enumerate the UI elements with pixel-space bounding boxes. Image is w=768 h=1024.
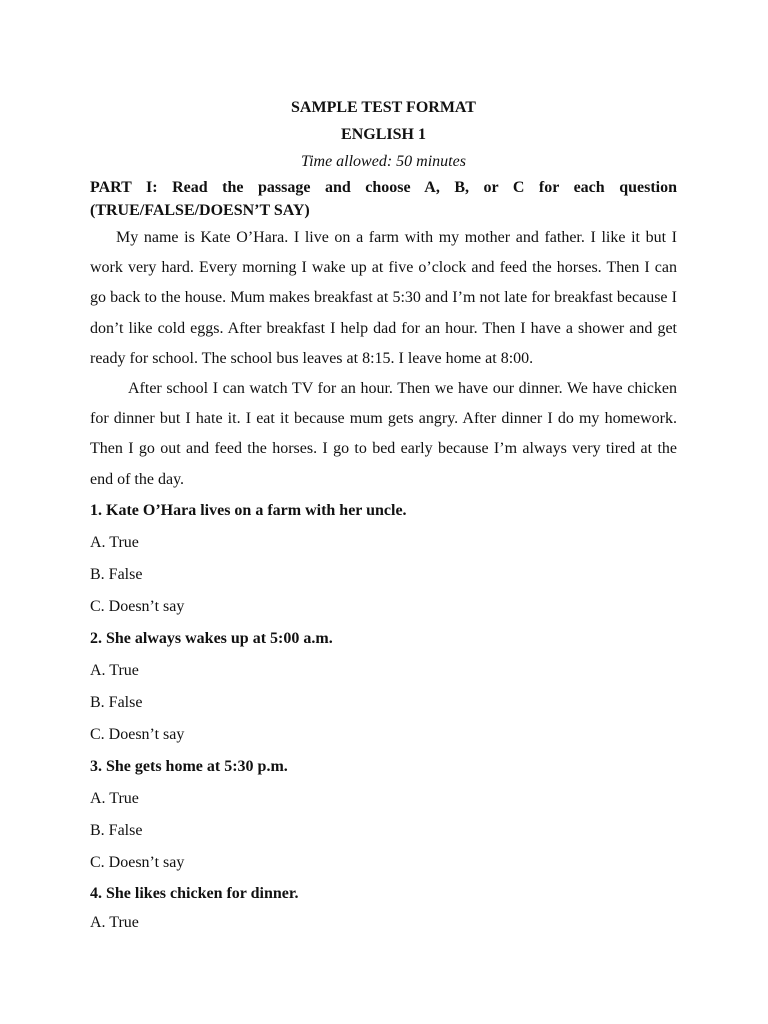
answer-option-b: B. False — [90, 821, 143, 839]
answer-option-c: C. Doesn’t say — [90, 853, 185, 871]
question-4 — [90, 879, 677, 937]
answer-option-b: B. False — [90, 565, 143, 583]
document-subtitle: ENGLISH 1 — [341, 126, 426, 143]
document-title: SAMPLE TEST FORMAT — [291, 99, 476, 116]
answer-option-a: A. True — [90, 789, 139, 807]
part-1-instruction: PART I: Read the passage and choose A, B, or C for each question (TRUE/FALSE/DOESN’T SAY) — [90, 179, 677, 219]
passage-paragraph-1: My name is Kate O’Hara. I live on a farm with my mother and father. I like it but I work very hard. Every morning I wake up at five o’clock and feed the horses. Then I can go back to the house. Mum makes breakfast at 5:30 and I’m not late for breakfast because I don’t like cold eggs. After breakfast I help dad for an hour. Then I have a shower and get ready for school. The school bus leaves at 8:15. I leave home at 8:00. — [90, 229, 677, 367]
answer-option-c: C. Doesn’t say — [90, 597, 185, 615]
question-text: 4. She likes chicken for dinner. — [90, 884, 299, 902]
question-text: 1. Kate O’Hara lives on a farm with her uncle. — [90, 501, 407, 519]
question-text: 3. She gets home at 5:30 p.m. — [90, 757, 288, 775]
question-3 — [90, 751, 677, 879]
answer-option-b: B. False — [90, 693, 143, 711]
question-text: 2. She always wakes up at 5:00 a.m. — [90, 629, 333, 647]
answer-option-c: C. Doesn’t say — [90, 725, 185, 743]
time-allowed: Time allowed: 50 minutes — [301, 153, 466, 170]
passage-paragraph-2: After school I can watch TV for an hour. Then we have our dinner. We have chicken for dinner but I hate it. I eat it because mum gets angry. After dinner I do my homework. Then I go out and feed the horses. I go to bed early because I’m always very tired at the end of the day. — [90, 380, 677, 488]
question-2 — [90, 623, 677, 751]
answer-option-a: A. True — [90, 533, 139, 551]
question-1 — [90, 495, 677, 623]
test-document — [90, 95, 677, 937]
answer-option-a: A. True — [90, 913, 139, 931]
answer-option-a: A. True — [90, 661, 139, 679]
